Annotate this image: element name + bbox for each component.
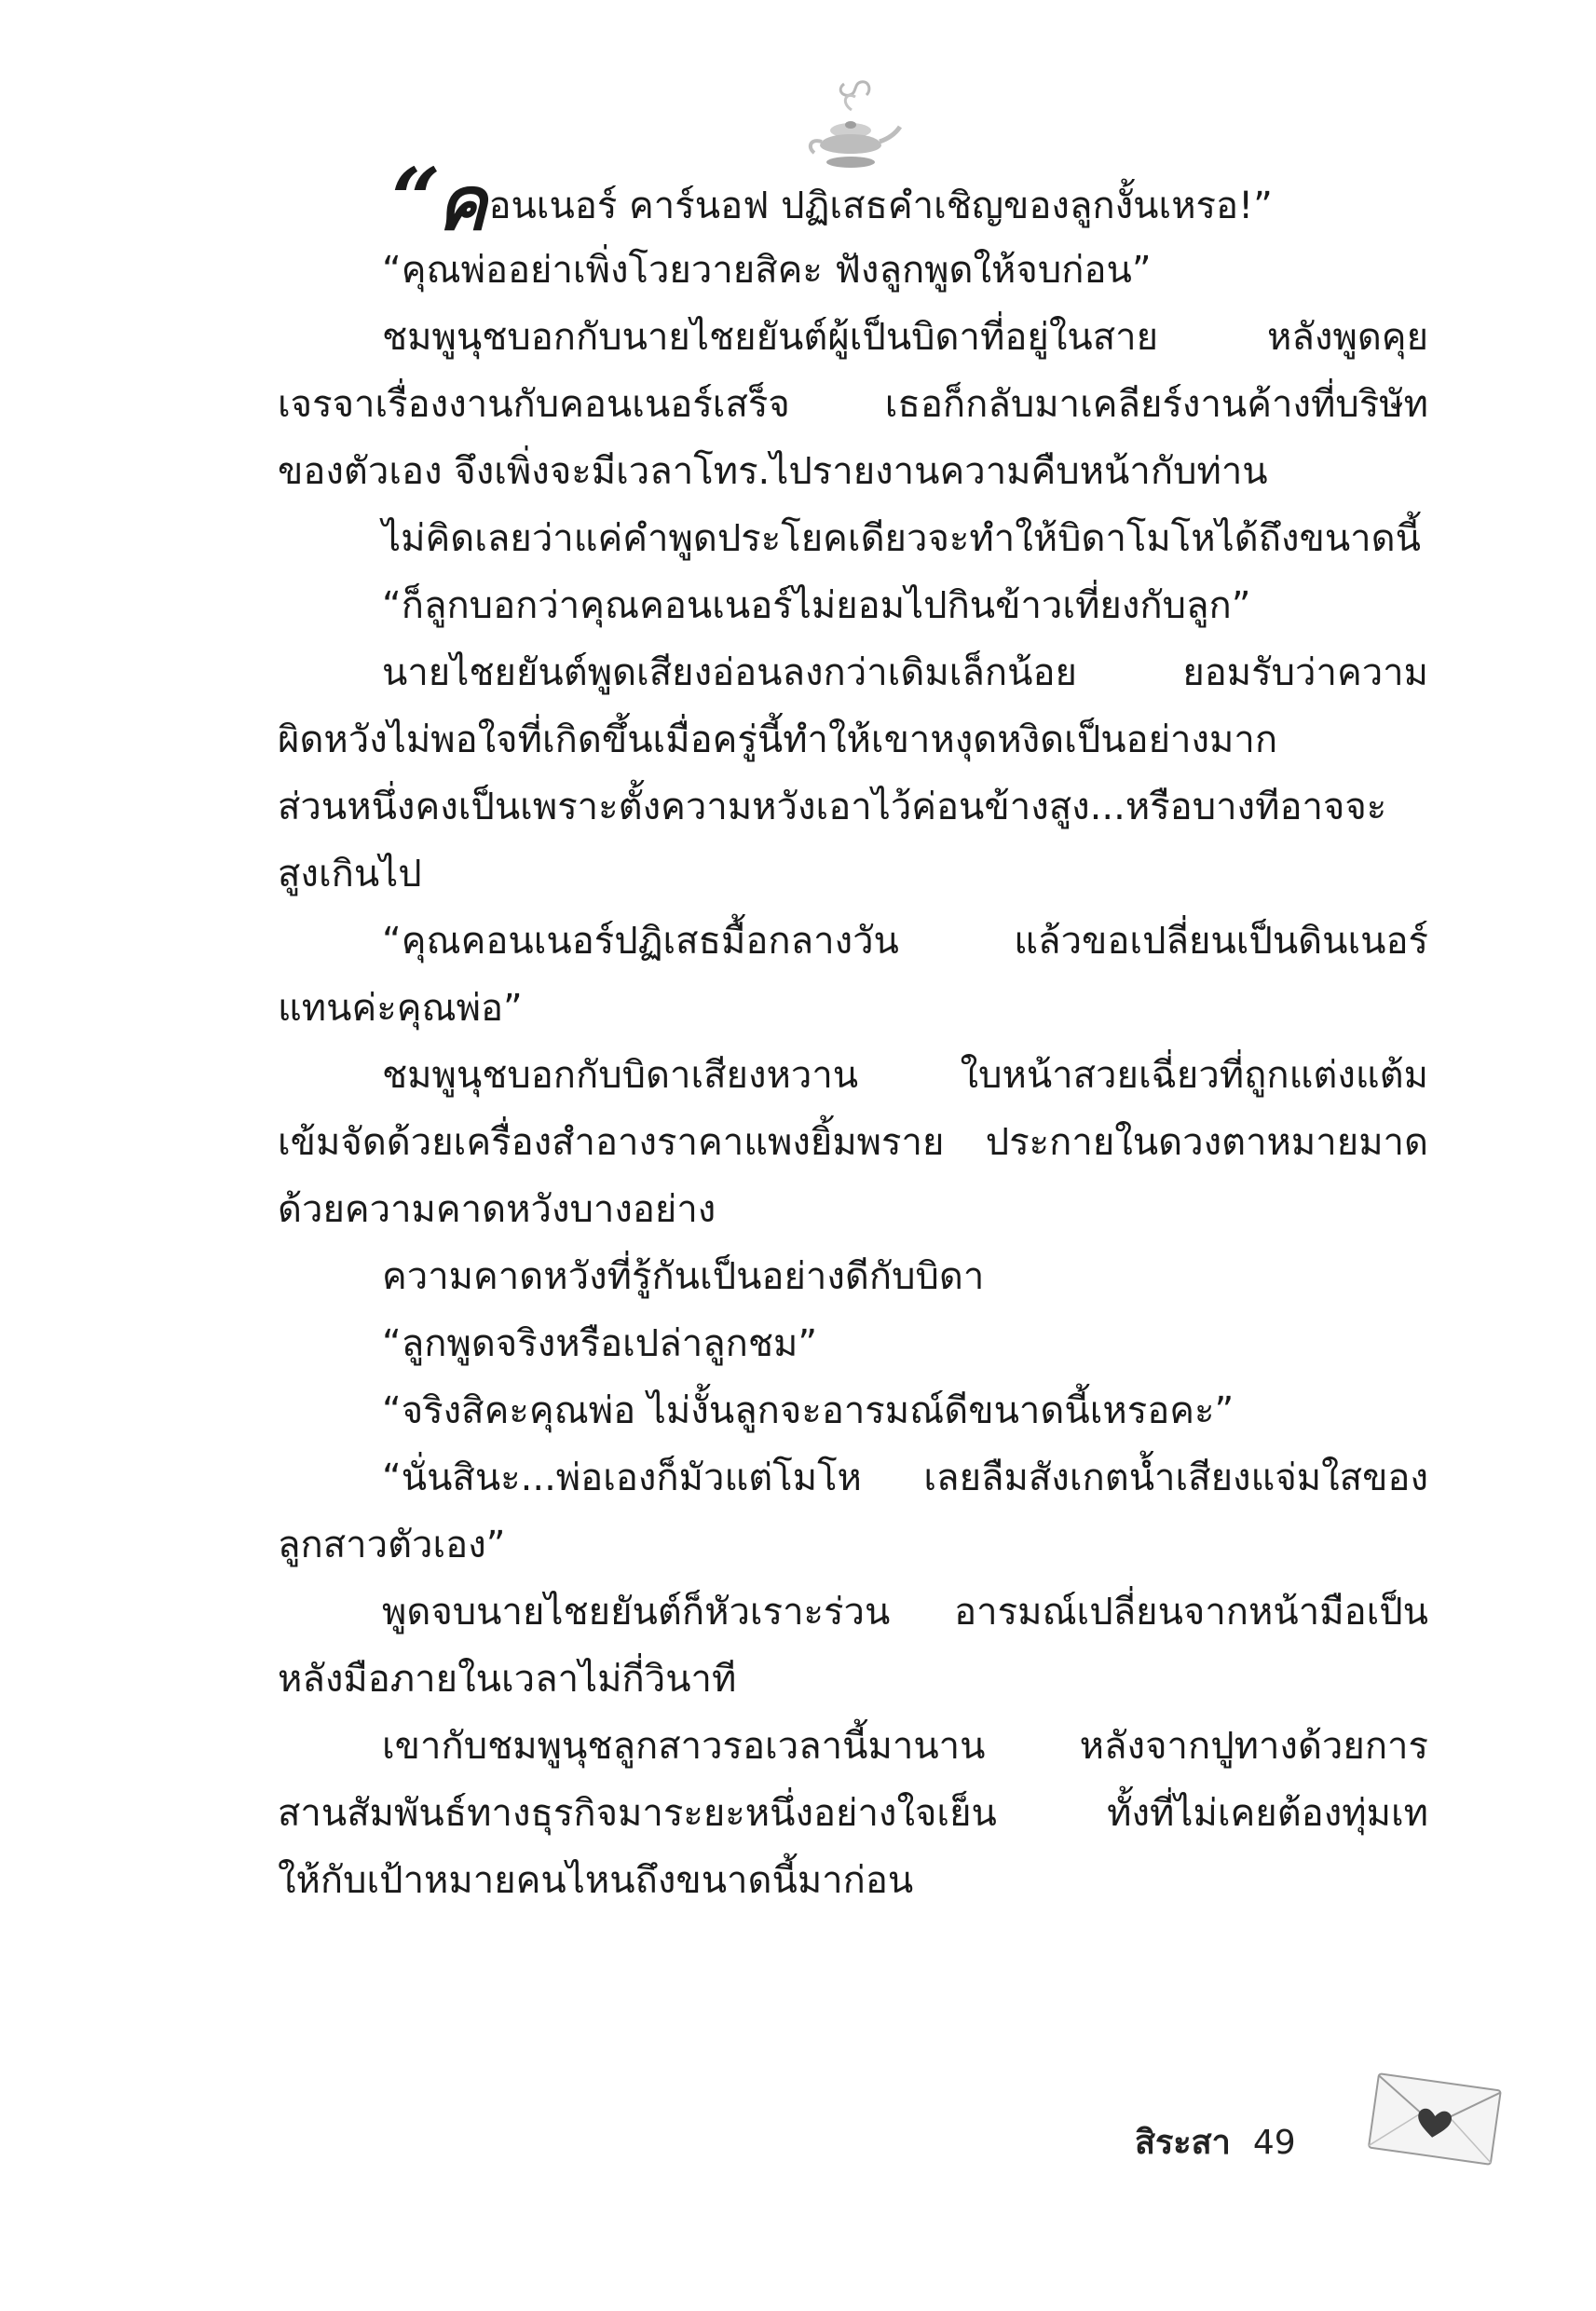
- paragraph-line: สานสัมพันธ์ทางธุรกิจมาระยะหนึ่งอย่างใจเย็น ทั้งที่ไม่เคยต้องทุ่มเท: [278, 1792, 1428, 1835]
- paragraph-line: ผิดหวังไม่พอใจที่เกิดขึ้นเมื่อครู่นี้ทำให้เขาหงุดหงิดเป็นอย่างมาก: [278, 718, 1278, 761]
- paragraph-line: ชมพูนุชบอกกับบิดาเสียงหวาน ใบหน้าสวยเฉี่ยวที่ถูกแต่งแต้ม: [382, 1054, 1428, 1097]
- book-title: สิระสา: [1135, 2124, 1231, 2162]
- page-footer: [1135, 2115, 1296, 2168]
- paragraph-line: ส่วนหนึ่งคงเป็นเพราะตั้งความหวังเอาไว้ค่อนข้างสูง...หรือบางทีอาจจะ: [278, 786, 1387, 828]
- paragraph-line: ความคาดหวังที่รู้กันเป็นอย่างดีกับบิดา: [382, 1255, 985, 1298]
- paragraph-line: ไม่คิดเลยว่าแค่คำพูดประโยคเดียวจะทำให้บิดาโมโหได้ถึงขนาดนี้: [382, 517, 1421, 560]
- paragraph-line: เข้มจัดด้วยเครื่องสำอางราคาแพงยิ้มพราย ประกายในดวงตาหมายมาด: [278, 1121, 1428, 1164]
- opening-quote-mark: “: [391, 166, 437, 237]
- paragraph-line: ด้วยความคาดหวังบางอย่าง: [278, 1188, 716, 1231]
- paragraph-line: แทนค่ะคุณพ่อ”: [278, 987, 523, 1030]
- paragraph-line: เจรจาเรื่องงานกับคอนเนอร์เสร็จ เธอก็กลับมาเคลียร์งานค้างที่บริษัท: [278, 383, 1428, 426]
- heart-envelope-icon: [1360, 2067, 1509, 2169]
- paragraph-line: ชมพูนุชบอกกับนายไชยยันต์ผู้เป็นบิดาที่อยู่ในสาย หลังพูดคุย: [382, 316, 1428, 359]
- opening-line-text: อนเนอร์ คาร์นอฟ ปฏิเสธคำเชิญของลูกงั้นเหรอ!”: [488, 185, 1273, 227]
- paragraph-line: ของตัวเอง จึงเพิ่งจะมีเวลาโทร.ไปรายงานความคืบหน้ากับท่าน: [278, 450, 1268, 493]
- paragraph-line: “จริงสิคะคุณพ่อ ไม่งั้นลูกจะอารมณ์ดีขนาดนี้เหรอคะ”: [382, 1389, 1235, 1432]
- paragraph-line: ให้กับเป้าหมายคนไหนถึงขนาดนี้มาก่อน: [278, 1859, 914, 1902]
- opening-line: [278, 166, 1428, 237]
- paragraph-line: สูงเกินไป: [278, 853, 422, 896]
- paragraph-line: พูดจบนายไชยยันต์ก็หัวเราะร่วน อารมณ์เปลี่ยนจากหน้ามือเป็น: [382, 1591, 1428, 1634]
- paragraph-line: “ลูกพูดจริงหรือเปล่าลูกชม”: [382, 1322, 818, 1365]
- paragraph-line: “นั่นสินะ...พ่อเองก็มัวแต่โมโห เลยลืมสังเกตน้ำเสียงแจ่มใสของ: [382, 1456, 1428, 1499]
- paragraph-line: นายไชยยันต์พูดเสียงอ่อนลงกว่าเดิมเล็กน้อย ยอมรับว่าความ: [382, 651, 1428, 694]
- paragraph-line: “คุณคอนเนอร์ปฏิเสธมื้อกลางวัน แล้วขอเปลี่ยนเป็นดินเนอร์: [382, 920, 1428, 963]
- paragraph-line: “ก็ลูกบอกว่าคุณคอนเนอร์ไม่ยอมไปกินข้าวเที่ยงกับลูก”: [382, 584, 1251, 627]
- paragraph-line: เขากับชมพูนุชลูกสาวรอเวลานี้มานาน หลังจากปูทางด้วยการ: [382, 1725, 1428, 1768]
- page-number: 49: [1252, 2124, 1296, 2162]
- paragraph-line: ลูกสาวตัวเอง”: [278, 1524, 506, 1566]
- drop-cap-letter: ค: [436, 166, 487, 237]
- chapter-text: [278, 166, 1428, 1914]
- paragraph-line: “คุณพ่ออย่าเพิ่งโวยวายสิคะ ฟังลูกพูดให้จบก่อน”: [382, 249, 1152, 292]
- paragraph-line: หลังมือภายในเวลาไม่กี่วินาที: [278, 1658, 737, 1701]
